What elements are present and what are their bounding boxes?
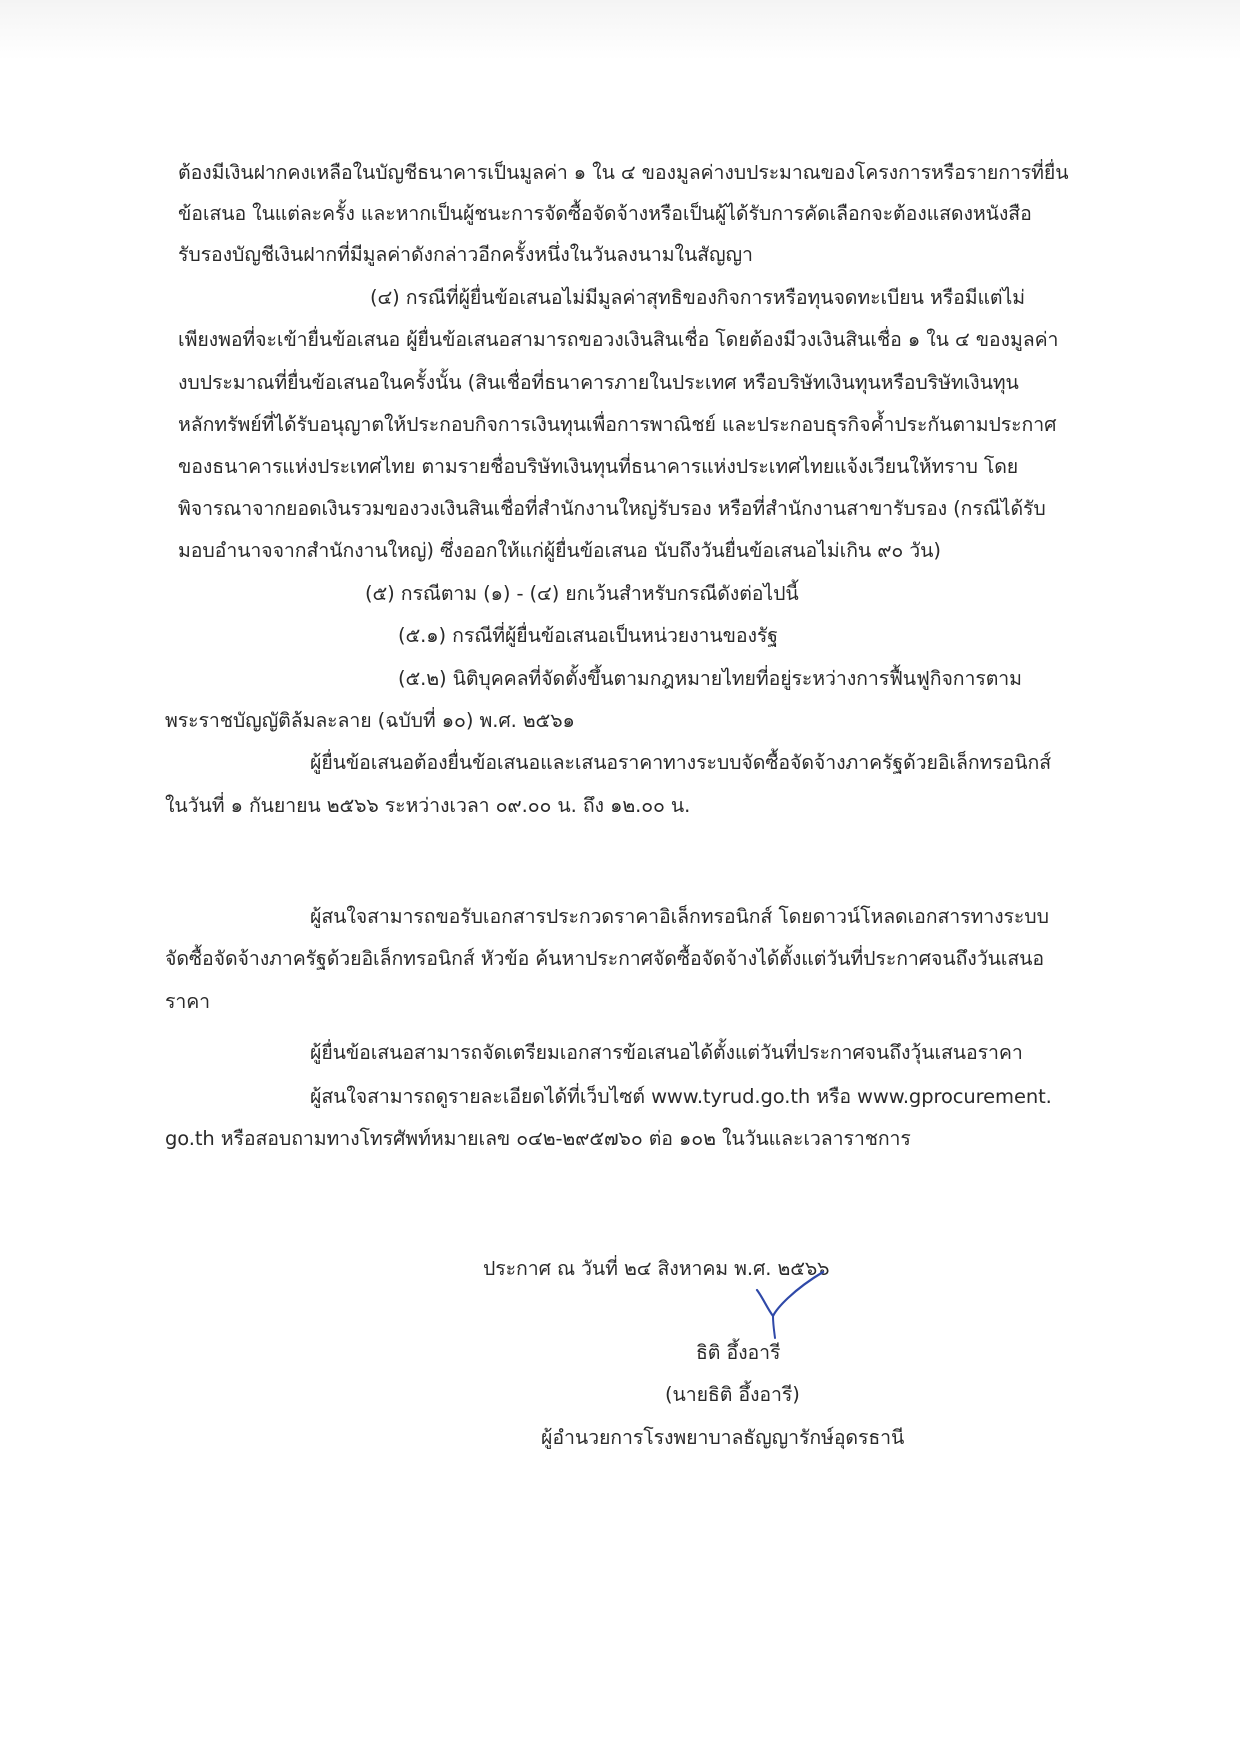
body-line-16: ในวันที่ ๑ กันยายน ๒๕๖๖ ระหว่างเวลา ๐๙.๐๐ น. ถึง ๑๒.๐๐ น. (165, 794, 691, 817)
body-line-12: (๕.๑) กรณีที่ผู้ยื่นข้อเสนอเป็นหน่วยงานของรัฐ (398, 624, 778, 647)
body-line-11: (๕) กรณีตาม (๑) - (๔) ยกเว้นสำหรับกรณีดังต่อไปนี้ (365, 582, 799, 605)
body-line-22: go.th หรือสอบถามทางโทรศัพท์หมายเลข ๐๔๒-๒๙๕๗๖๐ ต่อ ๑๐๒ ในวันและเวลาราชการ (165, 1127, 911, 1150)
body-line-10: มอบอำนาจจากสำนักงานใหญ่) ซึ่งออกให้แก่ผู้ยื่นข้อเสนอ นับถึงวันยื่นข้อเสนอไม่เกิน ๙๐ วัน) (178, 539, 941, 562)
signatory-full-name: (นายธิติ อึ้งอารี) (665, 1383, 800, 1406)
body-line-14: พระราชบัญญัติล้มละลาย (ฉบับที่ ๑๐) พ.ศ. ๒๕๖๑ (165, 709, 575, 732)
handwritten-signature-mark (755, 1268, 825, 1343)
signatory-name: ธิติ อึ้งอารี (696, 1341, 781, 1364)
body-line-8: ของธนาคารแห่งประเทศไทย ตามรายชื่อบริษัทเงินทุนที่ธนาคารแห่งประเทศไทยแจ้งเวียนให้ทราบ โดย (178, 455, 1019, 478)
body-line-7: หลักทรัพย์ที่ได้รับอนุญาตให้ประกอบกิจการเงินทุนเพื่อการพาณิชย์ และประกอบธุรกิจค้ำประกันตามประกาศ (178, 413, 1057, 436)
body-line-3: รับรองบัญชีเงินฝากที่มีมูลค่าดังกล่าวอีกครั้งหนึ่งในวันลงนามในสัญญา (178, 243, 753, 266)
announcement-date-line: ประกาศ ณ วันที่ ๒๔ สิงหาคม พ.ศ. ๒๕๖๖ (483, 1257, 830, 1280)
signatory-position: ผู้อำนวยการโรงพยาบาลธัญญารักษ์อุดรธานี (541, 1426, 905, 1449)
body-line-5: เพียงพอที่จะเข้ายื่นข้อเสนอ ผู้ยื่นข้อเสนอสามารถขอวงเงินสินเชื่อ โดยต้องมีวงเงินสินเชื่อ ๑ ใน ๔ ของมูลค่า (178, 328, 1059, 351)
body-line-4: (๔) กรณีที่ผู้ยื่นข้อเสนอไม่มีมูลค่าสุทธิของกิจการหรือทุนจดทะเบียน หรือมีแต่ไม่ (370, 286, 1025, 309)
body-line-6: งบประมาณที่ยื่นข้อเสนอในครั้งนั้น (สินเชื่อที่ธนาคารภายในประเทศ หรือบริษัทเงินทุนหรือบริษัทเงินทุน (178, 371, 1019, 394)
body-line-1: ต้องมีเงินฝากคงเหลือในบัญชีธนาคารเป็นมูลค่า ๑ ใน ๔ ของมูลค่างบประมาณของโครงการหรือรายการที่ยื่น (178, 161, 1069, 184)
body-line-9: พิจารณาจากยอดเงินรวมของวงเงินสินเชื่อที่สำนักงานใหญ่รับรอง หรือที่สำนักงานสาขารับรอง (กรณีได้รับ (178, 497, 1046, 520)
body-line-21: ผู้สนใจสามารถดูรายละเอียดได้ที่เว็บไซต์ www.tyrud.go.th หรือ www.gprocurement. (310, 1085, 1052, 1108)
body-line-13: (๕.๒) นิติบุคคลที่จัดตั้งขึ้นตามกฎหมายไทยที่อยู่ระหว่างการฟื้นฟูกิจการตาม (398, 667, 1022, 690)
body-line-17: ผู้สนใจสามารถขอรับเอกสารประกวดราคาอิเล็กทรอนิกส์ โดยดาวน์โหลดเอกสารทางระบบ (310, 905, 1049, 928)
scan-shadow-edge (0, 0, 1240, 60)
body-line-15: ผู้ยื่นข้อเสนอต้องยื่นข้อเสนอและเสนอราคาทางระบบจัดซื้อจัดจ้างภาครัฐด้วยอิเล็กทรอนิกส์ (310, 751, 1052, 774)
body-line-19: ราคา (165, 990, 211, 1013)
body-line-18: จัดซื้อจัดจ้างภาครัฐด้วยอิเล็กทรอนิกส์ หัวข้อ ค้นหาประกาศจัดซื้อจัดจ้างได้ตั้งแต่วันที่ประกาศจนถึงวันเสนอ (165, 947, 1045, 970)
body-line-2: ข้อเสนอ ในแต่ละครั้ง และหากเป็นผู้ชนะการจัดซื้อจัดจ้างหรือเป็นผู้ได้รับการคัดเลือกจะต้องแสดงหนังสือ (178, 202, 1032, 225)
body-line-20: ผู้ยื่นข้อเสนอสามารถจัดเตรียมเอกสารข้อเสนอได้ตั้งแต่วันที่ประกาศจนถึงวุ้นเสนอราคา (310, 1041, 1023, 1064)
